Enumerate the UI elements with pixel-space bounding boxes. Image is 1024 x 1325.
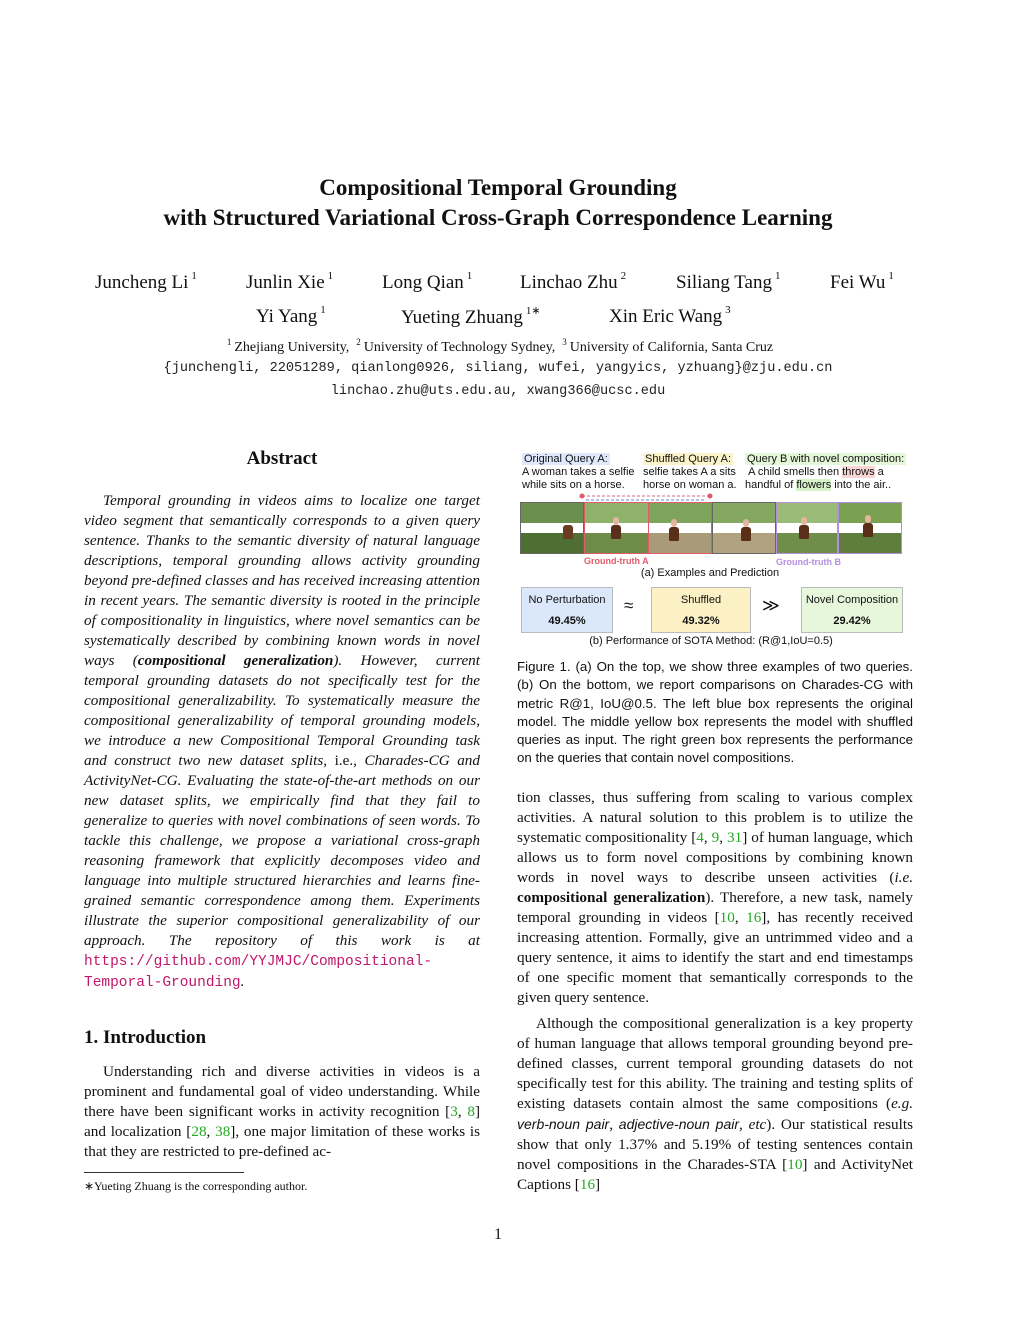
perf-box-novel-composition: Novel Composition 29.42% [801, 587, 903, 633]
citation-link[interactable]: 31 [727, 829, 743, 846]
author: Linchao Zhu $^2$ [520, 270, 627, 293]
gt-a-start [580, 494, 585, 499]
page-number: 1 [494, 1226, 502, 1243]
intro-paragraph-1: Understanding rich and diverse activities in videos is a prominent and fundamental goal of video understanding. While there have been significant works in activity recognition [3, 8] and localization [28, 38], one major limitation of these works is that they are restricted to pre-defined ac- [84, 1063, 480, 1160]
author: Yueting Zhuang $^{1∗}$ [401, 305, 541, 328]
video-frame [584, 502, 649, 554]
shuffled-query-a: Shuffled Query A: selfie takes A a sits horse on woman a. [643, 453, 737, 491]
affiliations: $^1$ Zhejiang University, $^2$ University of Technology Sydney, $^3$ University of California, Santa Cruz [226, 337, 774, 355]
author: Xin Eric Wang $^3$ [609, 304, 731, 327]
citation-link[interactable]: 9 [711, 829, 720, 846]
abstract-heading: Abstract [246, 448, 318, 469]
citation-link[interactable]: 10 [719, 909, 735, 926]
abstract-body: Temporal grounding in videos aims to localize one target video segment that semantically corresponds to a given query sentence. Thanks to the semantic diversity of natural language descriptions, temporal grounding allows activity grounding beyond pre-defined classes and has received increasing attention in recent years. The semantic diversity is rooted in the principle of compositionality in linguistics, where novel semantics can be systematically described by combining known words in novel ways (compositional generalization). However, current temporal grounding datasets do not specifically test for the compositional generalizability. To systematically measure the compositional generalizability of temporal grounding models, we introduce a new Compositional Temporal Grounding task and construct two new dataset splits, i.e., Charades-CG and ActivityNet-CG. Evaluating the state-of-the-art methods on our new dataset splits, we empirically find that they fail to generalize to queries with novel combinations of seen words. To tackle this challenge, we propose a variational cross-graph reasoning framework that explicitly decomposes video and language into multiple structured hierarchies and learns fine-grained semantic correspondence among them. Experiments illustrate the superior compositional generalizability of our approach. The repository of this work is at https://github.com/YYJMJC/Compositional-Temporal-Grounding. [84, 492, 480, 991]
query-header: Original Query A: [524, 453, 608, 465]
emails-line-2: linchao.zhu@uts.edu.au, xwang366@ucsc.edu [330, 384, 666, 399]
right-column-paragraph-2: Although the compositional generalization is a key property of human language that allows temporal grounding beyond pre-defined classes, current temporal grounding datasets do not specifically test for this ability. The training and testing splits of existing datasets contain almost the same compositions (e.g. verb-noun pair, adjective-noun pair, etc). Our statistical results show that only 1.37% and 5.19% of testing sentences contain novel compositions in the Charades-STA [10] and ActivityNet Captions [16] [517, 1015, 914, 1193]
video-frame [648, 502, 712, 554]
subfigure-a-caption: (a) Examples and Prediction [640, 567, 780, 579]
author: Siliang Tang $^1$ [676, 270, 781, 293]
gt-a-end [708, 494, 713, 499]
author: Junlin Xie $^1$ [246, 270, 334, 293]
repository-link[interactable]: https://github.com/YYJMJC/Compositional-Temporal-Grounding [84, 954, 433, 991]
much-greater-symbol: ≫ [762, 596, 780, 615]
query-b-novel: Query B with novel composition: A child smells then throws a handful of flowers into the air.. [745, 453, 905, 491]
perf-box-no-perturbation: No Perturbation 49.45% [521, 587, 613, 633]
emails-line-1: {junchengli, 22051289, qianlong0926, siliang, wufei, yangyics, yzhuang}@zju.edu.cn [163, 361, 833, 376]
approx-symbol: ≈ [624, 596, 634, 615]
query-header: Shuffled Query A: [645, 453, 732, 465]
video-frame [776, 502, 838, 554]
figure-1-caption: Figure 1. (a) On the top, we show three examples of two queries. (b) On the bottom, we report comparisons on Charades-CG with metric R@1, IoU@0.5. The left blue box represents the original model. The middle yellow box represents the model with shuffled queries as input. The right green box represents the performance on the queries that contain novel compositions. [517, 659, 913, 766]
footnote: ∗Yueting Zhuang is the corresponding author. [84, 1179, 308, 1193]
author: Long Qian $^1$ [382, 270, 473, 293]
citation-link[interactable]: 10 [787, 1156, 803, 1173]
citation-link[interactable]: 38 [215, 1123, 231, 1140]
paper-title-line-1: Compositional Temporal Grounding [319, 175, 677, 200]
ground-truth-b-label: Ground-truth B [776, 557, 841, 567]
citation-link[interactable]: 4 [696, 829, 704, 846]
video-frame [712, 502, 776, 554]
citation-link[interactable]: 8 [467, 1103, 475, 1120]
original-query-a: Original Query A: A woman takes a selfie while sits on a horse. [522, 453, 635, 491]
video-frame [520, 502, 584, 554]
citation-link[interactable]: 28 [191, 1123, 207, 1140]
author: Juncheng Li $^1$ [95, 270, 197, 293]
perf-box-shuffled: Shuffled 49.32% [651, 587, 751, 633]
citation-link[interactable]: 16 [746, 909, 762, 926]
citation-link[interactable]: 16 [579, 1176, 596, 1193]
author: Fei Wu $^1$ [830, 270, 894, 293]
ground-truth-a-label: Ground-truth A [584, 556, 649, 566]
author: Yi Yang $^1$ [256, 304, 326, 327]
footnote-rule [84, 1172, 244, 1173]
citation-link[interactable]: 3 [450, 1103, 458, 1120]
paper-title-line-2: with Structured Variational Cross-Graph Correspondence Learning [163, 205, 833, 230]
introduction-heading: 1. Introduction [84, 1027, 207, 1048]
video-frame [838, 502, 902, 554]
query-header: Query B with novel composition: [747, 453, 905, 465]
subfigure-b-caption: (b) Performance of SOTA Method: (R@1,IoU=0.5) [589, 635, 833, 647]
right-column-paragraph-1: tion classes, thus suffering from scaling to various complex activities. A natural solution to this problem is to utilize the systematic compositionality [4, 9, 31] of human language, which allows us to form novel compositions by combining known words in novel ways to describe unseen activities (i.e. compositional generalization). Therefore, a new task, namely temporal grounding in videos [10, 16], has recently received increasing attention. Formally, give an untrimmed video and a query sentence, it aims to identify the start and end timestamps of one specific moment that semantically corresponds to the given query sentence. [517, 789, 914, 1006]
